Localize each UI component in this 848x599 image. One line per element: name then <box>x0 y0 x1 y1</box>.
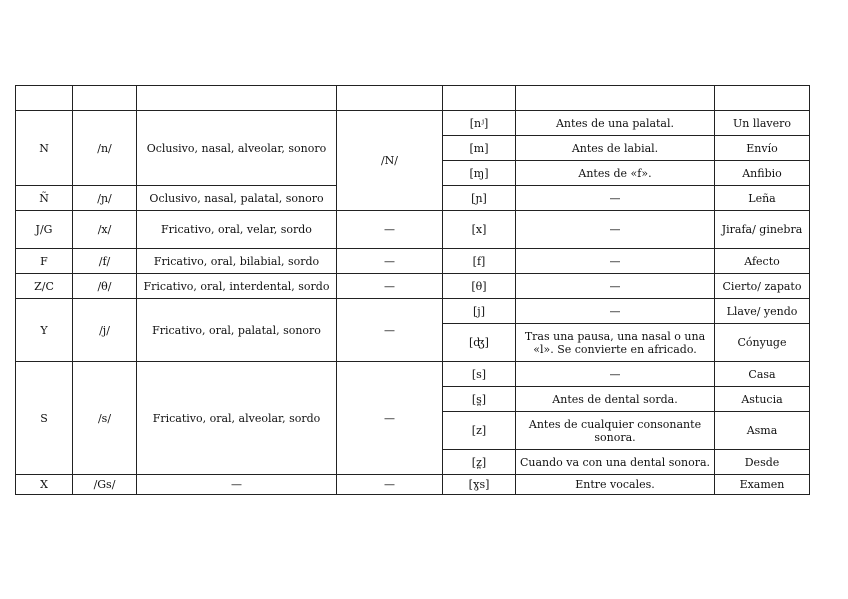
context-cell: Antes de «f». <box>516 161 715 186</box>
example-cell: Envío <box>715 136 810 161</box>
letter-cell: Z/C <box>16 274 73 299</box>
description-cell: Fricativo, oral, alveolar, sordo <box>137 362 337 475</box>
allophone-cell: [m] <box>443 136 516 161</box>
table-row <box>16 475 810 495</box>
example-cell: Examen <box>715 475 810 495</box>
phoneme-cell: /n/ <box>73 111 137 186</box>
context-cell: — <box>516 211 715 249</box>
description-cell: Fricativo, oral, velar, sordo <box>137 211 337 249</box>
context-cell: — <box>516 249 715 274</box>
example-cell: Cierto/ zapato <box>715 274 810 299</box>
table-row <box>16 362 810 387</box>
table-row <box>16 211 810 249</box>
header-cell <box>16 86 73 111</box>
table-row <box>16 249 810 274</box>
allophone-cell: [ʤ] <box>443 324 516 362</box>
allophone-cell: [z̪] <box>443 450 516 475</box>
letter-cell: Ñ <box>16 186 73 211</box>
archiphoneme-cell: — <box>337 249 443 274</box>
example-cell: Llave/ yendo <box>715 299 810 324</box>
allophone-cell: [f] <box>443 249 516 274</box>
context-cell: Cuando va con una dental sonora. <box>516 450 715 475</box>
archiphoneme-cell: — <box>337 299 443 362</box>
context-cell: — <box>516 186 715 211</box>
example-cell: Un llavero <box>715 111 810 136</box>
letter-cell: S <box>16 362 73 475</box>
context-cell: Entre vocales. <box>516 475 715 495</box>
phoneme-cell: /x/ <box>73 211 137 249</box>
phoneme-cell: /ɲ/ <box>73 186 137 211</box>
letter-cell: X <box>16 475 73 495</box>
example-cell: Leña <box>715 186 810 211</box>
allophone-cell: [nʲ] <box>443 111 516 136</box>
example-cell: Cónyuge <box>715 324 810 362</box>
example-cell: Anfibio <box>715 161 810 186</box>
header-cell <box>73 86 137 111</box>
context-cell: — <box>516 274 715 299</box>
context-cell: Antes de cualquier consonante sonora. <box>516 412 715 450</box>
allophone-cell: [j] <box>443 299 516 324</box>
example-cell: Casa <box>715 362 810 387</box>
phoneme-cell: /f/ <box>73 249 137 274</box>
letter-cell: N <box>16 111 73 186</box>
allophone-cell: [ɱ] <box>443 161 516 186</box>
context-cell: Tras una pausa, una nasal o una «l». Se convierte en africado. <box>516 324 715 362</box>
header-cell <box>137 86 337 111</box>
table-row <box>16 299 810 324</box>
letter-cell: Y <box>16 299 73 362</box>
description-cell: Oclusivo, nasal, alveolar, sonoro <box>137 111 337 186</box>
context-cell: — <box>516 362 715 387</box>
phoneme-cell: /θ/ <box>73 274 137 299</box>
header-cell <box>715 86 810 111</box>
phoneme-cell: /Gs/ <box>73 475 137 495</box>
allophone-cell: [s̪] <box>443 387 516 412</box>
letter-cell: J/G <box>16 211 73 249</box>
allophone-cell: [ɣs] <box>443 475 516 495</box>
description-cell: Fricativo, oral, palatal, sonoro <box>137 299 337 362</box>
header-cell <box>443 86 516 111</box>
example-cell: Desde <box>715 450 810 475</box>
phonetics-table <box>15 85 810 495</box>
example-cell: Asma <box>715 412 810 450</box>
context-cell: Antes de labial. <box>516 136 715 161</box>
archiphoneme-cell: — <box>337 362 443 475</box>
table-row <box>16 274 810 299</box>
description-cell: Fricativo, oral, interdental, sordo <box>137 274 337 299</box>
phoneme-cell: /s/ <box>73 362 137 475</box>
allophone-cell: [ɲ] <box>443 186 516 211</box>
archiphoneme-cell: — <box>337 274 443 299</box>
header-row <box>16 86 810 111</box>
archiphoneme-cell: — <box>337 475 443 495</box>
phoneme-cell: /j/ <box>73 299 137 362</box>
context-cell: Antes de una palatal. <box>516 111 715 136</box>
description-cell: Oclusivo, nasal, palatal, sonoro <box>137 186 337 211</box>
description-cell: — <box>137 475 337 495</box>
allophone-cell: [θ] <box>443 274 516 299</box>
example-cell: Jirafa/ ginebra <box>715 211 810 249</box>
allophone-cell: [s] <box>443 362 516 387</box>
table-row <box>16 111 810 136</box>
allophone-cell: [z] <box>443 412 516 450</box>
description-cell: Fricativo, oral, bilabial, sordo <box>137 249 337 274</box>
archiphoneme-cell: /N/ <box>337 111 443 211</box>
letter-cell: F <box>16 249 73 274</box>
context-cell: Antes de dental sorda. <box>516 387 715 412</box>
header-cell <box>337 86 443 111</box>
example-cell: Astucia <box>715 387 810 412</box>
allophone-cell: [x] <box>443 211 516 249</box>
header-cell <box>516 86 715 111</box>
archiphoneme-cell: — <box>337 211 443 249</box>
context-cell: — <box>516 299 715 324</box>
example-cell: Afecto <box>715 249 810 274</box>
